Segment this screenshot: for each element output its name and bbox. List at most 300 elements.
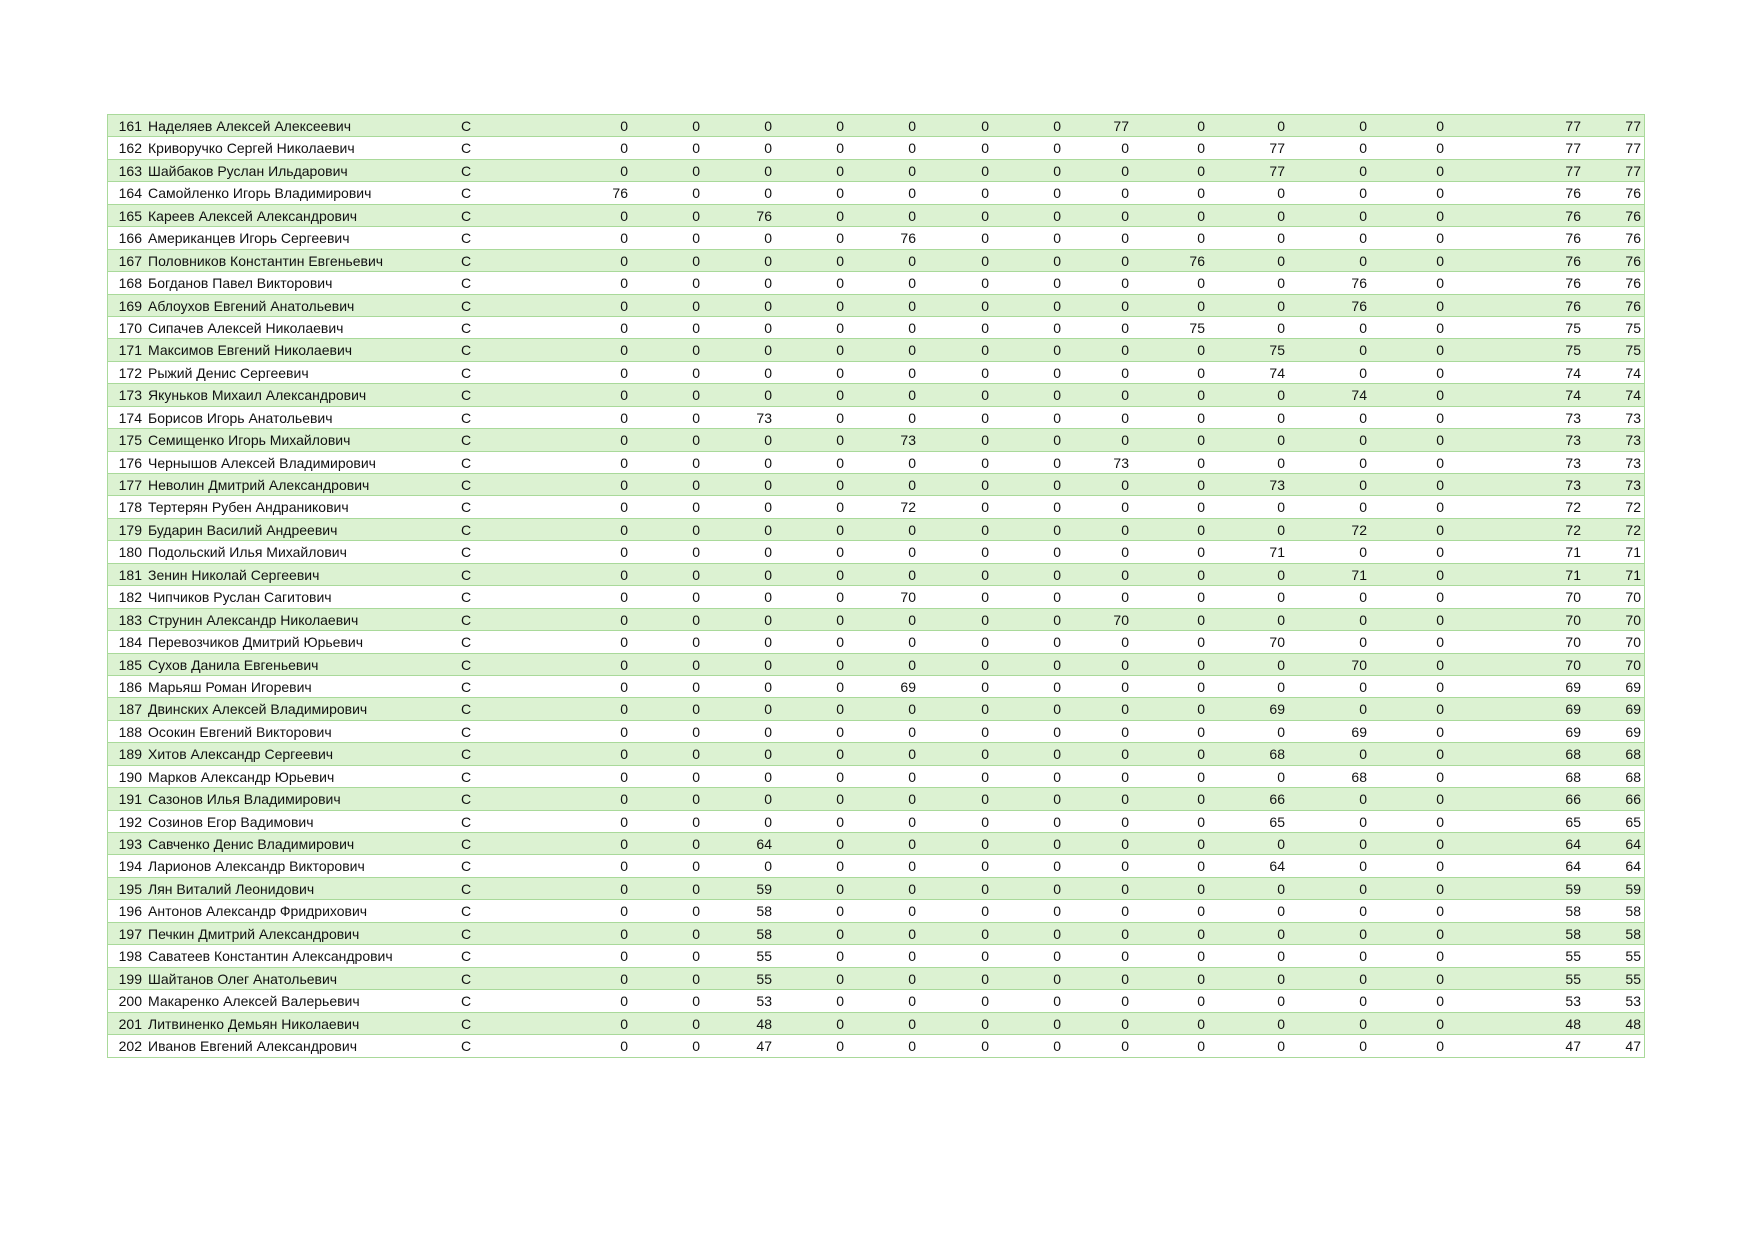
score-cell: 0: [620, 275, 628, 292]
category-cell: С: [461, 454, 472, 471]
score-cell: 0: [981, 813, 989, 830]
score-cell: 0: [1359, 477, 1367, 493]
score-cell: 0: [1053, 836, 1061, 852]
score-cell: 74: [1269, 364, 1285, 381]
score-cell: 64: [756, 836, 772, 852]
score-cell: 0: [1121, 1037, 1129, 1054]
row-number: 169: [118, 297, 142, 314]
sum-cell: 69: [1565, 678, 1581, 695]
score-cell: 0: [1436, 521, 1444, 538]
category-cell: С: [461, 342, 472, 359]
score-cell: 0: [692, 993, 700, 1010]
score-cell: 0: [1277, 611, 1285, 628]
score-cell: 0: [1436, 454, 1444, 471]
score-cell: 0: [1197, 611, 1205, 628]
total-cell: 59: [1625, 880, 1641, 897]
score-cell: 0: [1053, 813, 1061, 830]
score-cell: 0: [1436, 140, 1444, 157]
score-cell: 0: [620, 162, 628, 179]
category-cell: С: [461, 970, 472, 987]
score-cell: 0: [1359, 252, 1367, 269]
score-cell: 0: [1436, 970, 1444, 987]
score-cell: 0: [1121, 477, 1129, 493]
score-cell: 0: [908, 207, 916, 224]
participant-name: Криворучко Сергей Николаевич: [148, 140, 355, 157]
score-cell: 0: [1436, 387, 1444, 404]
score-cell: 0: [1277, 185, 1285, 202]
score-cell: 0: [1359, 880, 1367, 897]
participant-name: Двинских Алексей Владимирович: [148, 701, 368, 718]
row-number: 177: [118, 477, 142, 493]
total-cell: 69: [1625, 701, 1641, 718]
score-cell: 0: [1359, 544, 1367, 561]
row-number: 161: [118, 118, 142, 134]
sum-cell: 71: [1565, 566, 1581, 583]
score-cell: 0: [692, 297, 700, 314]
sum-cell: 76: [1565, 252, 1581, 269]
score-cell: 0: [692, 634, 700, 651]
participant-name: Струнин Александр Николаевич: [148, 611, 359, 628]
sum-cell: 73: [1565, 477, 1581, 493]
score-cell: 0: [836, 297, 844, 314]
score-cell: 0: [981, 297, 989, 314]
row-number: 163: [118, 162, 142, 179]
participant-name: Лян Виталий Леонидович: [148, 880, 315, 897]
score-cell: 0: [1121, 948, 1129, 965]
score-cell: 0: [908, 1037, 916, 1054]
score-cell: 0: [1359, 858, 1367, 875]
score-cell: 0: [1053, 566, 1061, 583]
score-cell: 0: [1121, 162, 1129, 179]
category-cell: С: [461, 589, 472, 606]
category-cell: С: [461, 118, 472, 134]
score-cell: 0: [1359, 1037, 1367, 1054]
score-cell: 0: [836, 948, 844, 965]
score-cell: 72: [900, 499, 916, 516]
score-cell: 0: [1359, 948, 1367, 965]
score-cell: 0: [836, 140, 844, 157]
table-row: [108, 855, 1644, 877]
score-cell: 75: [1269, 342, 1285, 359]
sum-cell: 76: [1565, 275, 1581, 292]
participant-name: Богданов Павел Викторович: [148, 275, 333, 292]
score-cell: 0: [1121, 432, 1129, 449]
score-cell: 0: [981, 836, 989, 852]
score-cell: 0: [1121, 746, 1129, 763]
score-cell: 66: [1269, 791, 1285, 808]
row-number: 184: [118, 634, 142, 651]
score-cell: 47: [756, 1037, 772, 1054]
category-cell: С: [461, 387, 472, 404]
score-cell: 0: [1053, 118, 1061, 134]
score-cell: 0: [764, 858, 772, 875]
score-cell: 0: [908, 634, 916, 651]
table-row: [108, 429, 1644, 451]
score-cell: 0: [908, 948, 916, 965]
sum-cell: 74: [1565, 364, 1581, 381]
participant-name: Макаренко Алексей Валерьевич: [148, 993, 360, 1010]
score-cell: 0: [1053, 319, 1061, 336]
score-cell: 0: [1197, 589, 1205, 606]
score-cell: 0: [1121, 342, 1129, 359]
score-cell: 0: [1436, 746, 1444, 763]
total-cell: 58: [1625, 903, 1641, 920]
score-cell: 0: [764, 566, 772, 583]
score-cell: 0: [764, 454, 772, 471]
score-cell: 0: [620, 521, 628, 538]
sum-cell: 64: [1565, 858, 1581, 875]
score-cell: 0: [836, 432, 844, 449]
table-row: [108, 743, 1644, 765]
score-cell: 0: [908, 140, 916, 157]
score-cell: 0: [764, 544, 772, 561]
score-cell: 0: [1277, 499, 1285, 516]
score-cell: 0: [1197, 813, 1205, 830]
score-cell: 0: [981, 880, 989, 897]
score-cell: 0: [1053, 409, 1061, 426]
score-cell: 0: [1197, 454, 1205, 471]
score-cell: 0: [764, 656, 772, 673]
row-number: 180: [118, 544, 142, 561]
score-cell: 0: [1359, 364, 1367, 381]
participant-name: Самойленко Игорь Владимирович: [148, 185, 372, 202]
score-cell: 0: [1277, 903, 1285, 920]
score-cell: 0: [692, 432, 700, 449]
score-cell: 0: [836, 118, 844, 134]
score-cell: 0: [1197, 746, 1205, 763]
score-cell: 0: [1359, 185, 1367, 202]
total-cell: 47: [1625, 1037, 1641, 1054]
table-row: [108, 1013, 1644, 1035]
score-cell: 0: [692, 162, 700, 179]
score-cell: 0: [620, 611, 628, 628]
score-cell: 0: [692, 1037, 700, 1054]
participant-name: Созинов Егор Вадимович: [148, 813, 314, 830]
score-cell: 0: [1053, 746, 1061, 763]
score-cell: 0: [620, 342, 628, 359]
sum-cell: 76: [1565, 207, 1581, 224]
score-cell: 0: [836, 768, 844, 785]
score-cell: 0: [1436, 701, 1444, 718]
score-cell: 0: [692, 544, 700, 561]
score-cell: 0: [908, 723, 916, 740]
participant-name: Зенин Николай Сергеевич: [148, 566, 320, 583]
score-cell: 0: [764, 634, 772, 651]
score-cell: 0: [908, 970, 916, 987]
score-cell: 0: [1436, 252, 1444, 269]
score-cell: 0: [1053, 611, 1061, 628]
score-cell: 0: [620, 768, 628, 785]
score-cell: 0: [1436, 768, 1444, 785]
row-number: 188: [118, 723, 142, 740]
score-cell: 0: [1121, 252, 1129, 269]
score-cell: 0: [1053, 858, 1061, 875]
score-cell: 76: [1351, 297, 1367, 314]
score-cell: 0: [908, 342, 916, 359]
score-cell: 0: [1197, 140, 1205, 157]
score-cell: 0: [620, 207, 628, 224]
score-cell: 0: [836, 319, 844, 336]
score-cell: 0: [981, 432, 989, 449]
score-cell: 0: [1197, 207, 1205, 224]
row-number: 182: [118, 589, 142, 606]
score-cell: 0: [1359, 925, 1367, 942]
participant-name: Тертерян Рубен Андраникович: [148, 499, 349, 516]
score-cell: 0: [1277, 230, 1285, 247]
score-cell: 0: [1053, 207, 1061, 224]
category-cell: С: [461, 566, 472, 583]
score-cell: 75: [1189, 319, 1205, 336]
score-cell: 0: [1121, 993, 1129, 1010]
score-cell: 0: [1436, 634, 1444, 651]
total-cell: 76: [1625, 230, 1641, 247]
table-row: [108, 205, 1644, 227]
score-cell: 0: [1359, 993, 1367, 1010]
score-cell: 55: [756, 948, 772, 965]
total-cell: 58: [1625, 925, 1641, 942]
score-cell: 0: [981, 275, 989, 292]
score-cell: 0: [1197, 634, 1205, 651]
score-cell: 76: [612, 185, 628, 202]
score-cell: 74: [1351, 387, 1367, 404]
score-cell: 0: [692, 499, 700, 516]
category-cell: С: [461, 297, 472, 314]
row-number: 201: [118, 1015, 142, 1032]
score-cell: 0: [981, 1015, 989, 1032]
score-cell: 0: [1197, 566, 1205, 583]
score-cell: 0: [1277, 880, 1285, 897]
score-cell: 0: [1359, 813, 1367, 830]
row-number: 185: [118, 656, 142, 673]
score-cell: 0: [692, 678, 700, 695]
category-cell: С: [461, 499, 472, 516]
score-cell: 0: [836, 1037, 844, 1054]
score-cell: 0: [1053, 432, 1061, 449]
category-cell: С: [461, 858, 472, 875]
score-cell: 0: [908, 454, 916, 471]
score-cell: 0: [1121, 925, 1129, 942]
total-cell: 70: [1625, 656, 1641, 673]
sum-cell: 58: [1565, 903, 1581, 920]
score-cell: 0: [908, 701, 916, 718]
score-cell: 0: [620, 566, 628, 583]
score-cell: 0: [1121, 140, 1129, 157]
row-number: 195: [118, 880, 142, 897]
total-cell: 76: [1625, 297, 1641, 314]
score-cell: 0: [836, 678, 844, 695]
score-cell: 0: [1359, 230, 1367, 247]
score-cell: 0: [1121, 970, 1129, 987]
row-number: 178: [118, 499, 142, 516]
participant-name: Борисов Игорь Анатольевич: [148, 409, 333, 426]
score-cell: 73: [1269, 477, 1285, 493]
score-cell: 0: [1277, 1037, 1285, 1054]
row-number: 183: [118, 611, 142, 628]
participant-name: Хитов Александр Сергеевич: [148, 746, 334, 763]
sum-cell: 75: [1565, 342, 1581, 359]
score-cell: 0: [1277, 678, 1285, 695]
score-cell: 0: [1359, 836, 1367, 852]
category-cell: С: [461, 364, 472, 381]
participant-name: Якуньков Михаил Александрович: [148, 387, 367, 404]
row-number: 174: [118, 409, 142, 426]
table-row: [108, 654, 1644, 676]
score-cell: 70: [1269, 634, 1285, 651]
score-cell: 0: [620, 746, 628, 763]
score-cell: 0: [1197, 858, 1205, 875]
score-cell: 0: [620, 140, 628, 157]
category-cell: С: [461, 252, 472, 269]
score-cell: 0: [692, 207, 700, 224]
table-row: [108, 721, 1644, 743]
score-cell: 0: [981, 768, 989, 785]
score-cell: 0: [1197, 970, 1205, 987]
participant-name: Литвиненко Демьян Николаевич: [148, 1015, 360, 1032]
score-cell: 0: [1197, 521, 1205, 538]
total-cell: 71: [1625, 566, 1641, 583]
score-cell: 0: [692, 970, 700, 987]
total-cell: 73: [1625, 477, 1641, 493]
score-cell: 0: [1359, 140, 1367, 157]
score-cell: 0: [1277, 409, 1285, 426]
sum-cell: 72: [1565, 499, 1581, 516]
category-cell: С: [461, 409, 472, 426]
total-cell: 73: [1625, 409, 1641, 426]
score-cell: 0: [1197, 656, 1205, 673]
total-cell: 53: [1625, 993, 1641, 1010]
score-cell: 0: [1053, 499, 1061, 516]
score-cell: 76: [1351, 275, 1367, 292]
participant-name: Неволин Дмитрий Александрович: [148, 477, 370, 493]
row-number: 190: [118, 768, 142, 785]
table-row: [108, 541, 1644, 563]
score-cell: 0: [620, 409, 628, 426]
score-cell: 0: [1121, 275, 1129, 292]
category-cell: С: [461, 140, 472, 157]
table-row: [108, 182, 1644, 204]
score-cell: 0: [1436, 342, 1444, 359]
participant-name: Кареев Алексей Александрович: [148, 207, 358, 224]
row-number: 196: [118, 903, 142, 920]
sum-cell: 47: [1565, 1037, 1581, 1054]
score-cell: 0: [692, 454, 700, 471]
sum-cell: 64: [1565, 836, 1581, 852]
sum-cell: 76: [1565, 230, 1581, 247]
score-cell: 0: [1277, 297, 1285, 314]
score-cell: 0: [981, 993, 989, 1010]
score-cell: 0: [764, 185, 772, 202]
score-cell: 0: [1197, 477, 1205, 493]
table-row: [108, 407, 1644, 429]
sum-cell: 66: [1565, 791, 1581, 808]
sum-cell: 73: [1565, 409, 1581, 426]
participant-name: Антонов Александр Фридрихович: [148, 903, 368, 920]
score-cell: 0: [1197, 297, 1205, 314]
participant-name: Сазонов Илья Владимирович: [148, 791, 341, 808]
score-cell: 0: [1121, 813, 1129, 830]
score-cell: 0: [620, 925, 628, 942]
score-cell: 0: [692, 925, 700, 942]
total-cell: 73: [1625, 432, 1641, 449]
score-cell: 0: [1197, 791, 1205, 808]
score-cell: 0: [764, 387, 772, 404]
sum-cell: 68: [1565, 746, 1581, 763]
total-cell: 70: [1625, 611, 1641, 628]
score-cell: 0: [764, 230, 772, 247]
score-cell: 0: [1053, 656, 1061, 673]
category-cell: С: [461, 656, 472, 673]
score-cell: 0: [764, 813, 772, 830]
total-cell: 72: [1625, 499, 1641, 516]
row-number: 198: [118, 948, 142, 965]
score-cell: 0: [1053, 903, 1061, 920]
score-cell: 0: [620, 364, 628, 381]
score-cell: 0: [1053, 1037, 1061, 1054]
score-cell: 0: [692, 364, 700, 381]
score-cell: 0: [1436, 611, 1444, 628]
row-number: 167: [118, 252, 142, 269]
score-cell: 0: [836, 746, 844, 763]
score-cell: 0: [1121, 207, 1129, 224]
score-cell: 0: [908, 791, 916, 808]
row-number: 197: [118, 925, 142, 942]
score-cell: 0: [692, 230, 700, 247]
row-number: 200: [118, 993, 142, 1010]
score-cell: 0: [1436, 836, 1444, 852]
score-cell: 0: [1197, 342, 1205, 359]
score-cell: 71: [1269, 544, 1285, 561]
score-cell: 0: [908, 880, 916, 897]
score-cell: 0: [1359, 499, 1367, 516]
score-cell: 0: [692, 813, 700, 830]
score-cell: 0: [981, 387, 989, 404]
participant-name: Шайтанов Олег Анатольевич: [148, 970, 338, 987]
score-cell: 0: [620, 836, 628, 852]
score-cell: 0: [908, 813, 916, 830]
participant-name: Бударин Василий Андреевич: [148, 521, 338, 538]
score-cell: 0: [620, 118, 628, 134]
total-cell: 73: [1625, 454, 1641, 471]
row-number: 166: [118, 230, 142, 247]
score-cell: 0: [908, 297, 916, 314]
score-cell: 0: [620, 880, 628, 897]
score-cell: 0: [1359, 791, 1367, 808]
sum-cell: 69: [1565, 723, 1581, 740]
row-number: 186: [118, 678, 142, 695]
total-cell: 70: [1625, 589, 1641, 606]
score-cell: 0: [1277, 948, 1285, 965]
row-number: 172: [118, 364, 142, 381]
score-cell: 0: [908, 993, 916, 1010]
score-cell: 0: [1053, 723, 1061, 740]
score-cell: 0: [1121, 791, 1129, 808]
score-cell: 77: [1113, 118, 1129, 134]
score-cell: 68: [1351, 768, 1367, 785]
score-cell: 0: [1359, 970, 1367, 987]
score-cell: 0: [1197, 836, 1205, 852]
score-cell: 0: [836, 970, 844, 987]
score-cell: 0: [1197, 768, 1205, 785]
score-cell: 0: [620, 791, 628, 808]
sum-cell: 70: [1565, 611, 1581, 628]
sum-cell: 55: [1565, 948, 1581, 965]
score-cell: 0: [764, 319, 772, 336]
score-cell: 0: [1277, 925, 1285, 942]
participant-name: Наделяев Алексей Алексеевич: [148, 118, 352, 134]
score-cell: 0: [692, 880, 700, 897]
total-cell: 55: [1625, 948, 1641, 965]
score-cell: 0: [836, 162, 844, 179]
